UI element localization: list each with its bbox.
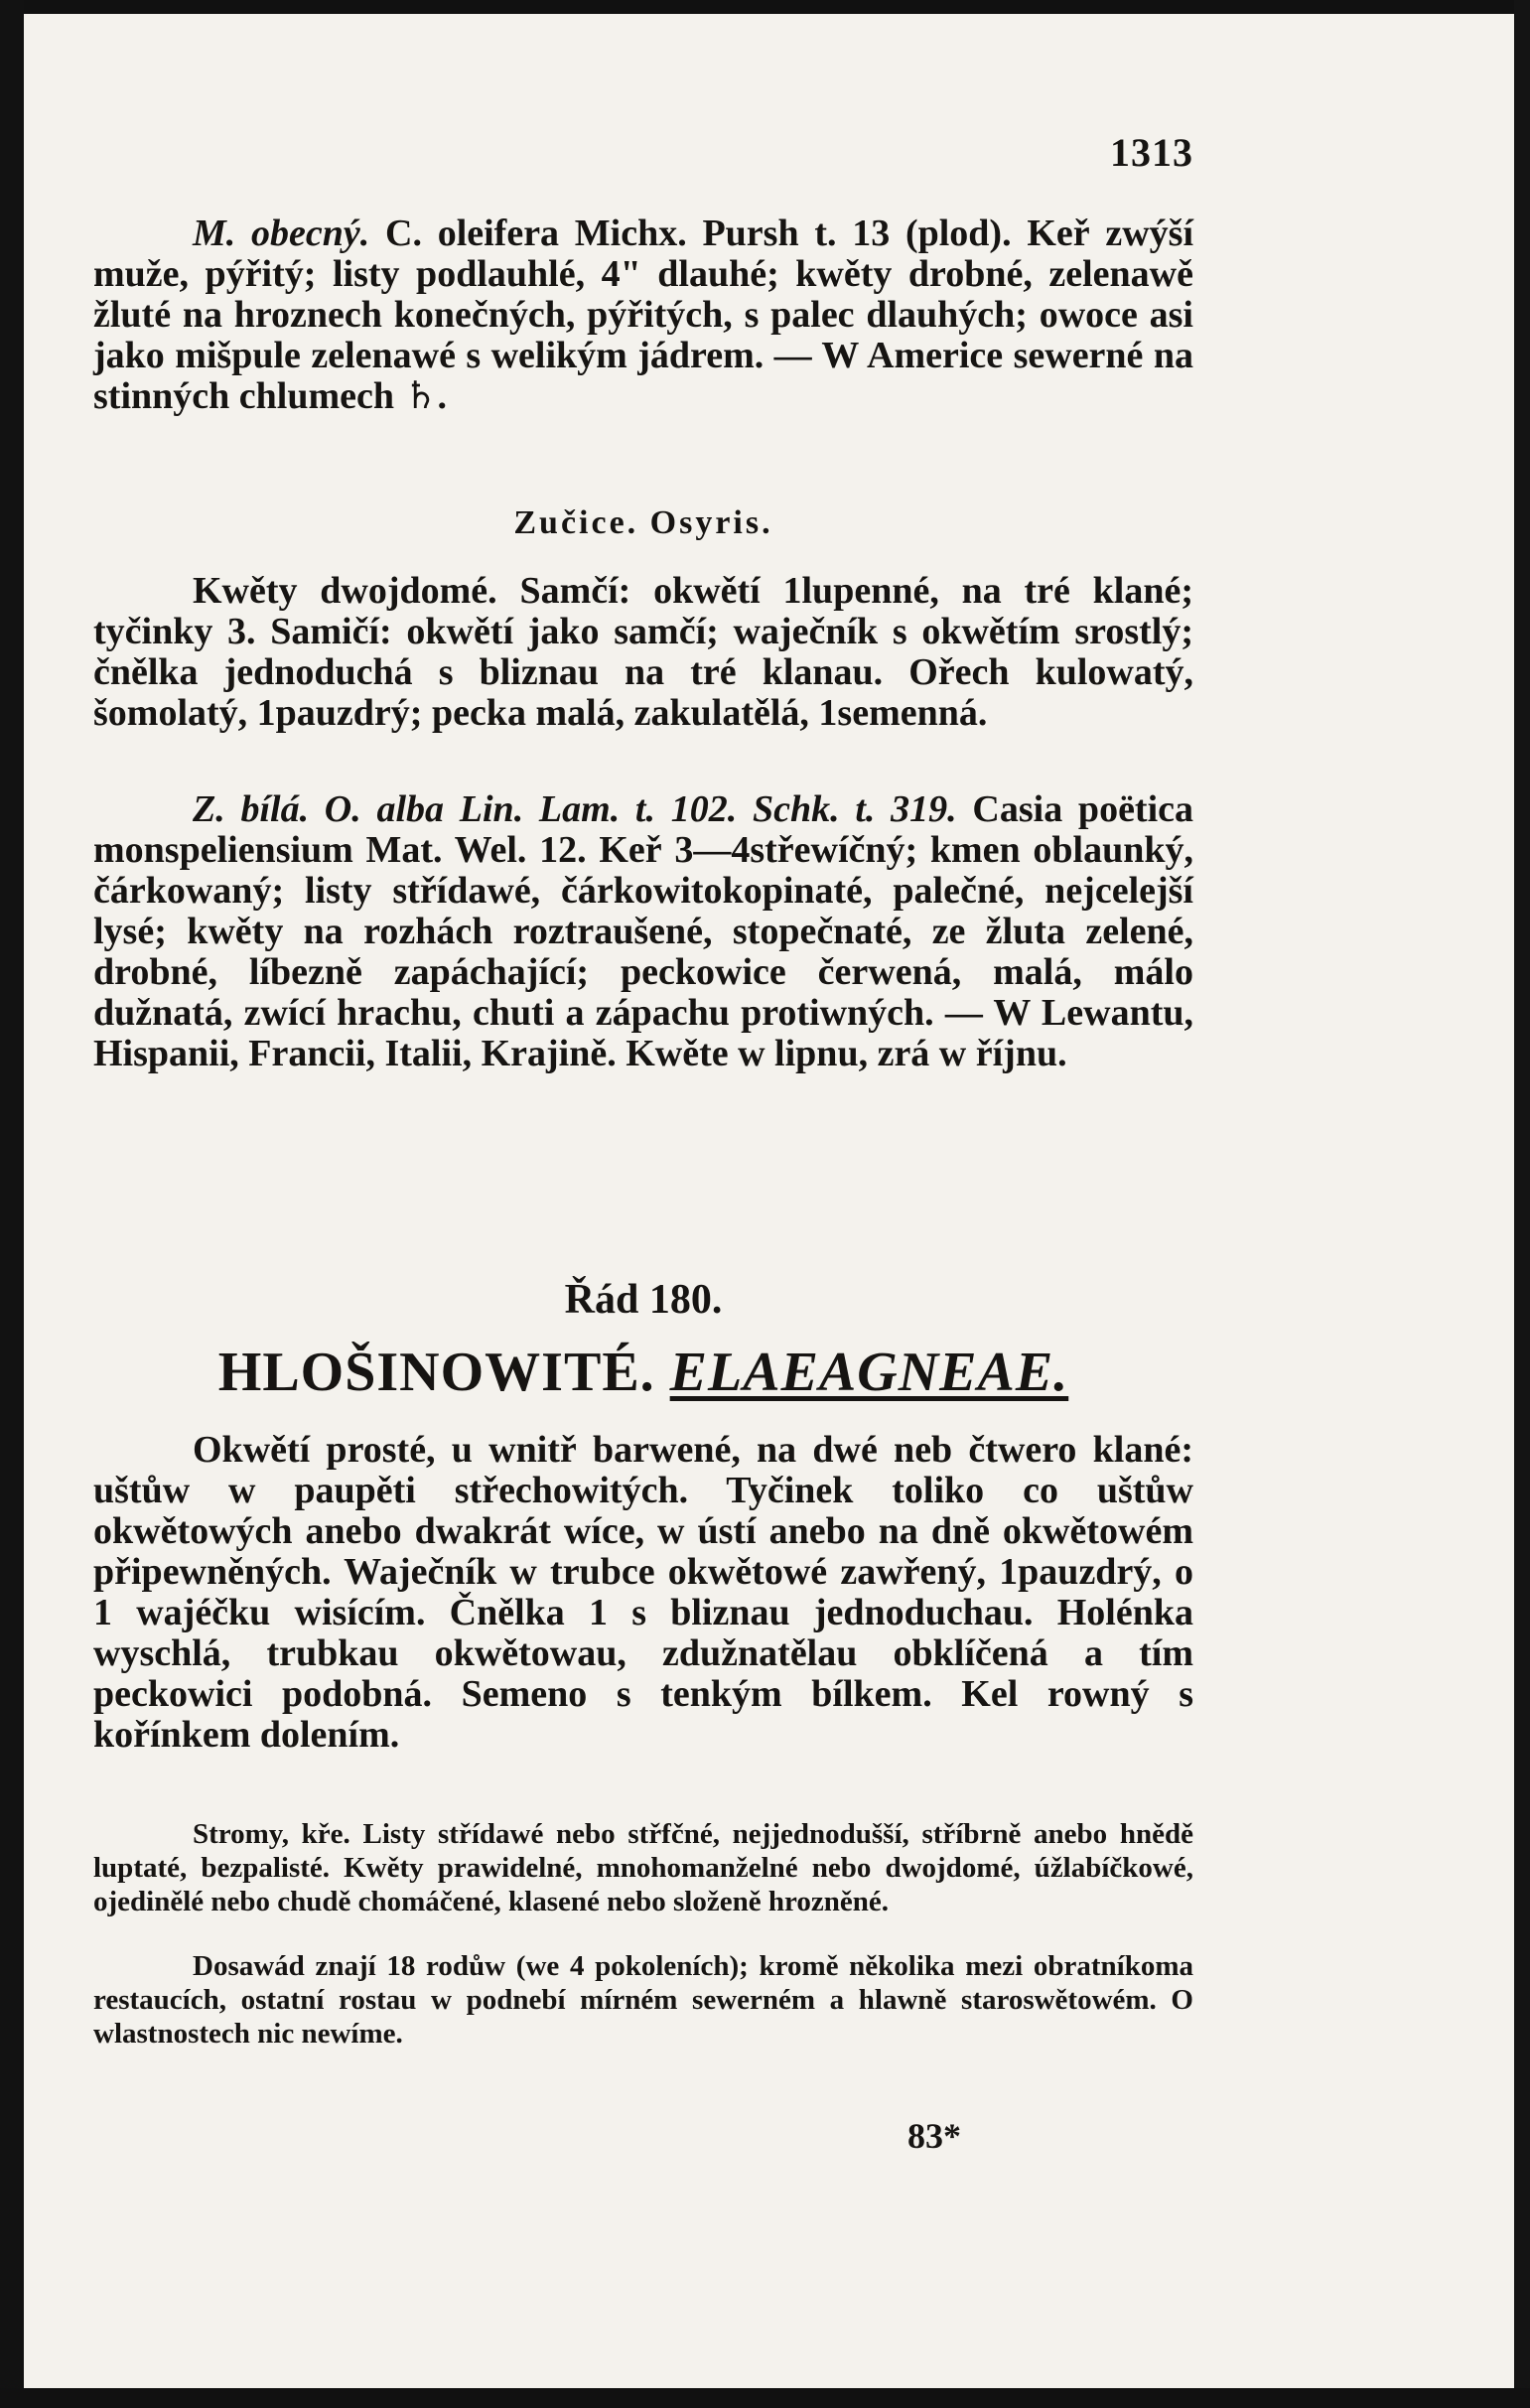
entry-kwety <box>93 571 1193 734</box>
entry-bila <box>93 789 1193 1074</box>
printer-signature: 83* <box>907 2116 961 2156</box>
entry-obecny-text: C. oleifera Michx. Pursh t. 13 (plod). Keř zwýší muže, pýřitý; listy podlauhlé, 4" dlauhé; kwěty drobné, zelenawě žluté na hroznech konečných, pýřitých, s palec dlauhých; owoce asi jako mišpule zelenawé s welikým jádrem. — W Americe sewerné na stinných chlumech ♄. <box>93 212 1194 417</box>
scan-border-bottom <box>0 2388 1530 2408</box>
note-stromy <box>93 1817 1193 1918</box>
entry-bila-label: Z. bílá. O. alba Lin. Lam. t. 102. Schk. t. 319. <box>193 788 957 830</box>
scan-border-left <box>0 0 24 2408</box>
page-number: 1313 <box>1110 130 1193 175</box>
section-title-zucice: Zučice. Osyris. <box>513 504 773 541</box>
entry-obecny <box>93 213 1193 417</box>
order-heading <box>93 1341 1193 1404</box>
order-description-text: Okwětí prosté, u wnitř barwené, na dwé neb čtwero klané: uštůw w paupěti střechowitých. Tyčinek toliko co uštůw okwětowých anebo dwakrát wíce, w ústí anebo na dně okwětowém připewněných. Waječník w trubce okwětowé zawřený, 1pauzdrý, o 1 wajéčku wisícím. Čnělka 1 s bliznau jednoduchau. Holénka wyschlá, trubkau okwětowau, zdužnatělau obklíčená a tím peckowici podobná. Semeno s tenkým bílkem. Kel rowný s kořínkem dolením. <box>93 1429 1193 1756</box>
order-latin-name: ELAEAGNEAE. <box>669 1342 1069 1403</box>
entry-bila-text: Casia poëtica monspeliensium Mat. Wel. 12. Keř 3—4střewíčný; kmen oblaunký, čárkowaný; listy střídawé, čárkowitokopinaté, palečné, nejcelejší lysé; kwěty na rozhách roztraušené, stopečnaté, ze žluta zelené, drobné, líbezně zapáchající; peckowice čerwená, malá, málo dužnatá, zwící hrachu, chuti a zápachu protiwných. — W Lewantu, Hispanii, Francii, Italii, Krajině. Kwěte w lipnu, zrá w říjnu. <box>93 788 1194 1074</box>
entry-kwety-text: Kwěty dwojdomé. Samčí: okwětí 1lupenné, na tré klané; tyčinky 3. Samičí: okwětí jako samčí; waječník s okwětím srostlý; čnělka jednoduchá s bliznau na tré klanau. Ořech kulowatý, šomolatý, 1pauzdrý; pecka malá, zakulatělá, 1semenná. <box>93 570 1193 734</box>
scan-border-top <box>0 0 1530 14</box>
note-stromy-text: Stromy, křе. Listy střídawé nebo střfčné, nejjednodušší, stříbrně anebo hnědě luptaté, bezpalisté. Kwěty prawidelné, mnohomanželné nebo dwojdomé, úžlabíčkowé, ojedinělé nebo chudě chomáčené, klasené nebo složeně hrozněné. <box>93 1818 1193 1917</box>
entry-obecny-label: M. obecný. <box>193 212 370 254</box>
scan-border-right <box>1514 0 1530 2408</box>
order-number: Řád 180. <box>564 1277 723 1323</box>
order-czech-name: HLOŠINOWITÉ. <box>217 1342 655 1403</box>
note-dosawad <box>93 1949 1193 2051</box>
note-dosawad-text: Dosawád znají 18 rodůw (we 4 pokoleních); kromě několika mezi obratníkoma restaucích, ostatní rostau w podnebí mírném sewerném a hlawně staroswětowém. O wlastnostech nic newíme. <box>93 1950 1193 2050</box>
order-description <box>93 1430 1193 1756</box>
